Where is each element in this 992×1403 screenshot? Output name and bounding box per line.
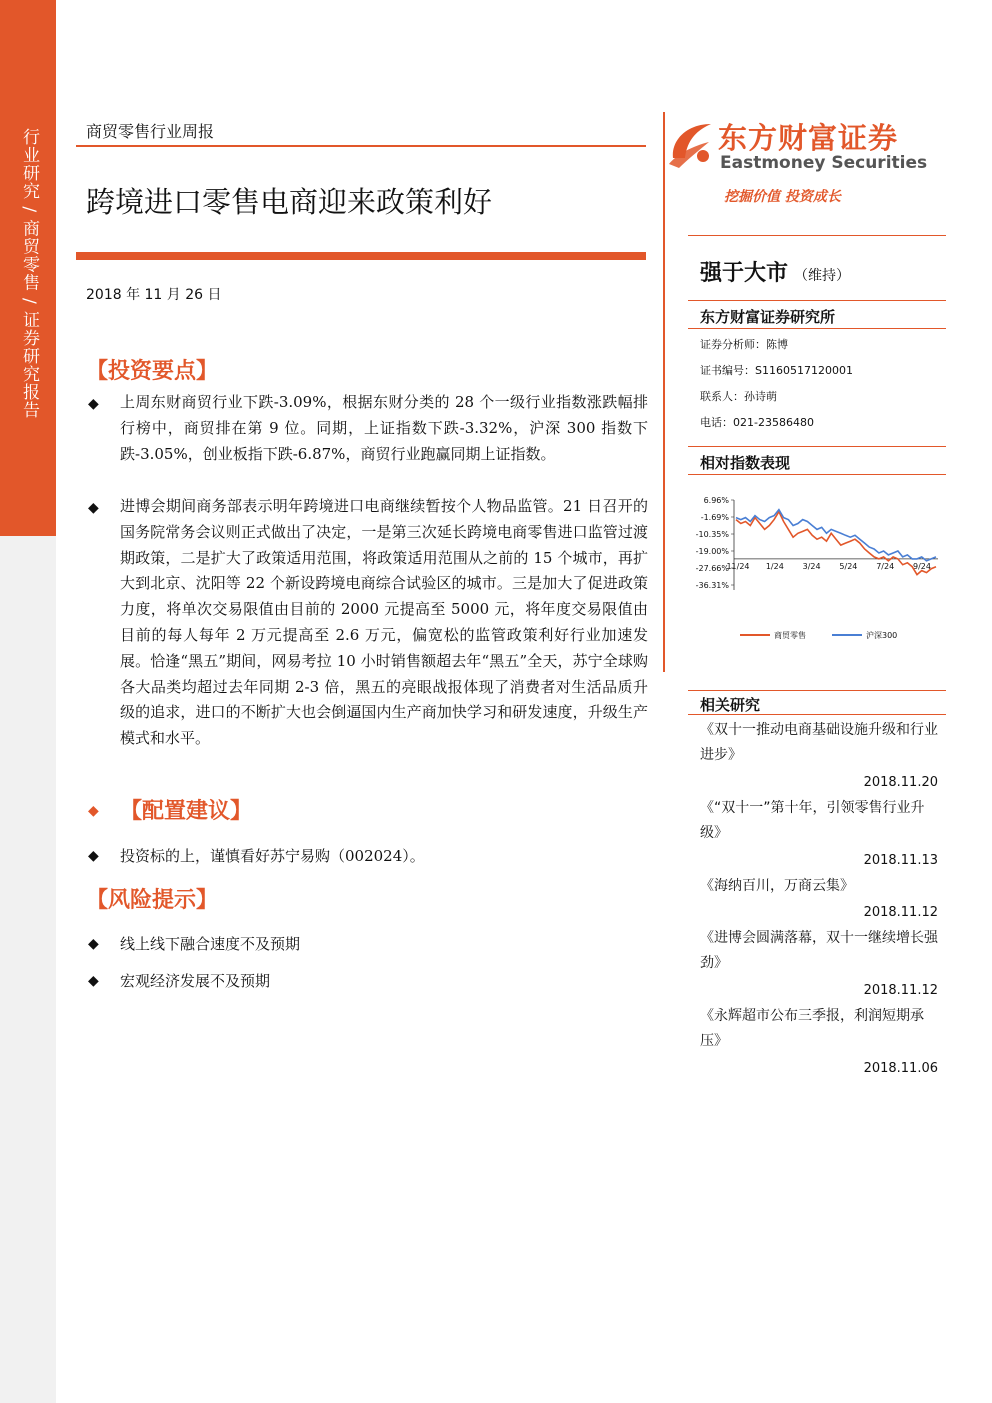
rating	[700, 256, 850, 287]
x-tick-label: 5/24	[839, 561, 858, 571]
related-report-date: 2018.11.12	[863, 905, 938, 920]
title-rule	[76, 252, 646, 260]
y-tick-label: -1.69%	[700, 512, 729, 522]
risks-heading: 【风险提示】	[86, 887, 219, 913]
brand-slogan: 挖掘价值 投资成长	[724, 189, 841, 205]
related-report-title[interactable]: 《双十一推动电商基础设施升级和行业进步》	[700, 722, 938, 763]
x-tick-label: 11/24	[726, 561, 750, 571]
rating-value: 强于大市	[700, 261, 789, 286]
eastmoney-logo-icon	[667, 118, 715, 170]
y-tick-label: 6.96%	[703, 496, 729, 505]
related-report-title[interactable]: 《永辉超市公布三季报，利润短期承压》	[700, 1008, 924, 1049]
x-tick-label: 7/24	[876, 561, 895, 571]
report-date: 2018 年 11 月 26 日	[86, 287, 222, 303]
side-strip-accent	[0, 0, 56, 536]
related-report-title[interactable]: 《进博会圆满落幕，双十一继续增长强劲》	[700, 930, 938, 971]
series-line-hs300	[736, 510, 936, 561]
related-heading: 相关研究	[700, 696, 761, 714]
allocation-heading: 【配置建议】	[120, 798, 253, 824]
relative-index-chart	[688, 480, 946, 655]
bullet-text: 线上线下融合速度不及预期	[120, 935, 301, 953]
brand-name-cn: 东方财富证券	[718, 121, 899, 155]
rating-note: （维持）	[794, 268, 851, 284]
divider	[688, 300, 946, 301]
institute-name: 东方财富证券研究所	[700, 308, 836, 326]
y-tick-label: -19.00%	[695, 546, 729, 556]
related-report-title[interactable]: 《“双十一”第十年，引领零售行业升级》	[700, 800, 925, 841]
legend-label: 沪深300	[866, 631, 898, 640]
diamond-bullet-icon: ◆	[88, 936, 99, 952]
phone: 电话：021-23586480	[700, 416, 814, 429]
bullet-text: 上周东财商贸行业下跌-3.09%，根据东财分类的 28 个一级行业指数涨跌幅排行榜中，商贸排在第 9 位。同期，上证指数下跌-3.32%，沪深 300 指数下跌-3.05%，创业板指下跌-6.87%，商贸行业跑赢同期上证指数。	[120, 393, 648, 463]
column-divider	[663, 112, 665, 672]
bullet-text: 宏观经济发展不及预期	[120, 972, 271, 990]
report-title: 跨境进口零售电商迎来政策利好	[86, 185, 493, 219]
x-tick-label: 1/24	[765, 561, 784, 571]
x-tick-label: 9/24	[913, 561, 931, 571]
related-report-date: 2018.11.13	[863, 853, 938, 868]
related-report-date: 2018.11.12	[863, 983, 938, 998]
divider	[688, 714, 946, 715]
chart-heading: 相对指数表现	[700, 454, 791, 472]
divider	[688, 446, 946, 447]
contact: 联系人：孙诗萌	[700, 390, 777, 403]
diamond-bullet-icon: ◆	[88, 973, 99, 989]
divider	[688, 690, 946, 691]
report-type: 商贸零售行业周报	[86, 122, 215, 141]
legend-label: 商贸零售	[774, 631, 806, 640]
bullet-text: 投资标的上，谨慎看好苏宁易购（002024）。	[120, 847, 425, 865]
divider	[688, 474, 946, 475]
analyst: 证券分析师：陈博	[700, 338, 788, 351]
y-tick-label: -27.66%	[695, 564, 729, 574]
brand-name-en: Eastmoney Securities	[720, 153, 928, 173]
y-tick-label: -10.35%	[695, 530, 729, 540]
diamond-bullet-icon: ◆	[88, 500, 99, 516]
certificate-number: 证书编号：S1160517120001	[700, 364, 853, 377]
bullet-text: 进博会期间商务部表示明年跨境进口电商继续暂按个人物品监管。21 日召开的国务院常务会议则正式做出了决定，一是第三次延长跨境电商零售进口监管过渡期政策，二是扩大了政策适用范围，将政策适用范围从之前的 15 个城市，再扩大到北京、沈阳等 22 个新设跨境电商综合试验区的城市。三是加大了促进政策力度，将单次交易限值由目前的 2000 元提高至 5000 元，将年度交易限值由目前的每人每年 2 万元提高至 2.6 万元，偏宽松的监管政策利好行业加速发展。恰逢“黑五”期间，网易考拉 10 小时销售额超去年“黑五”全天，苏宁全球购各大品类均超过去年同期 2-3 倍，黑五的亮眼战报体现了消费者对生活品质升级的追求，进口的不断扩大也会倒逼国内生产商加快学习和研发速度，升级生产模式和水平。	[120, 497, 648, 748]
diamond-bullet-icon: ◆	[88, 803, 99, 819]
diamond-bullet-icon: ◆	[88, 848, 99, 864]
side-vertical-label: 行业研究 / 商贸零售 / 证券研究报告	[19, 128, 39, 420]
divider	[688, 328, 946, 329]
related-report-date: 2018.11.06	[863, 1061, 938, 1076]
investment-points-heading: 【投资要点】	[86, 358, 219, 384]
header-rule	[76, 145, 646, 147]
related-report-title[interactable]: 《海纳百川，万商云集》	[700, 878, 854, 894]
divider	[688, 235, 946, 236]
diamond-bullet-icon: ◆	[88, 396, 99, 412]
related-report-date: 2018.11.20	[863, 775, 938, 790]
x-tick-label: 3/24	[802, 561, 821, 571]
y-tick-label: -36.31%	[695, 581, 729, 590]
